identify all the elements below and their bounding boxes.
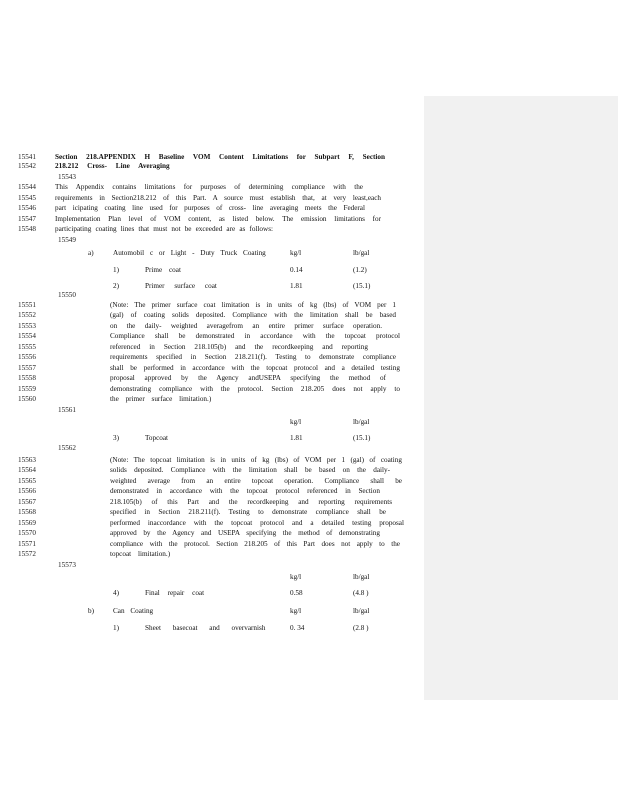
row-kg: 0. 34 [290, 624, 305, 632]
section-heading-cont: 218.212 Cross- Line Averaging [55, 162, 170, 170]
line-number: 15542 [18, 162, 36, 170]
line-number: 15562 [58, 444, 76, 452]
note-line: solids deposited. Compliance with the limitation shall be based on the daily- [110, 466, 390, 474]
unit-kg: kg/l [290, 249, 302, 257]
unit-kg: kg/l [290, 607, 302, 615]
row-lb: (1.2) [353, 266, 367, 274]
note-line: (gal) of coating solids deposited. Compliance with the limitation shall be based [110, 311, 396, 319]
line-number: 15569 [18, 519, 36, 527]
row-lb: (15.1) [353, 434, 371, 442]
note-line: requirements specified in Section 218.211(f). Testing to demonstrate compliance [110, 353, 396, 361]
unit-kg: kg/l [290, 573, 302, 581]
line-number: 15568 [18, 508, 36, 516]
line-number: 15567 [18, 498, 36, 506]
line-number: 15551 [18, 301, 36, 309]
line-number: 15548 [18, 225, 36, 233]
line-number: 15572 [18, 550, 36, 558]
line-number: 15555 [18, 343, 36, 351]
note-line: approved by the Agency and USEPA specifying the method of demonstrating [110, 529, 380, 537]
line-number: 15549 [58, 236, 76, 244]
comment-pane [424, 96, 618, 700]
row-lb: (4.8 ) [353, 589, 369, 597]
line-number: 15556 [18, 353, 36, 361]
line-number: 15543 [58, 173, 76, 181]
row-label: Prime coat [145, 266, 181, 274]
line-number: 15561 [58, 406, 76, 414]
note-line: on the daily- weighted averagefrom an entire primer surface operation. [110, 322, 382, 330]
intro-line: This Appendix contains limitations for purposes of determining compliance with the [55, 183, 363, 191]
row-label: Topcoat [145, 434, 169, 442]
intro-line: requirements in Section218.212 of this Part. A source must establish that, at very least,each [55, 194, 381, 202]
row-number: 4) [113, 589, 119, 597]
row-label: Sheet basecoat and overvarnish [145, 624, 266, 632]
line-number: 15554 [18, 332, 36, 340]
line-number: 15544 [18, 183, 36, 191]
unit-lb: lb/gal [353, 573, 370, 581]
line-number: 15566 [18, 487, 36, 495]
unit-kg: kg/l [290, 418, 302, 426]
line-number: 15550 [58, 291, 76, 299]
line-number: 15552 [18, 311, 36, 319]
note-line: the primer surface limitation.) [110, 395, 212, 403]
line-number: 15560 [18, 395, 36, 403]
line-number: 15570 [18, 529, 36, 537]
note-line: weighted average from an entire topcoat operation. Compliance shall be [110, 477, 402, 485]
row-number: 3) [113, 434, 119, 442]
row-number: 2) [113, 282, 119, 290]
line-number: 15547 [18, 215, 36, 223]
line-number: 15557 [18, 364, 36, 372]
row-number: 1) [113, 266, 119, 274]
row-kg: 0.58 [290, 589, 303, 597]
unit-lb: lb/gal [353, 607, 370, 615]
section-heading: Section 218.APPENDIX H Baseline VOM Content Limitations for Subpart F, Section [55, 153, 385, 161]
item-a-label: a) [88, 249, 94, 257]
line-number: 15546 [18, 204, 36, 212]
line-number: 15545 [18, 194, 36, 202]
row-label: Primer surface coat [145, 282, 217, 290]
note-line: (Note: The topcoat limitation is in units of kg (lbs) of VOM per 1 (gal) of coating [110, 456, 402, 464]
note-line: demonstrating compliance with the protocol. Section 218.205 does not apply to [110, 385, 400, 393]
unit-lb: lb/gal [353, 418, 370, 426]
row-lb: (2.8 ) [353, 624, 369, 632]
intro-line: participating coating lines that must not be exceeded are as follows: [55, 225, 273, 233]
row-label: Final repair coat [145, 589, 205, 597]
line-number: 15573 [58, 561, 76, 569]
note-line: specified in Section 218.211(f). Testing to demonstrate compliance shall be [110, 508, 386, 516]
row-number: 1) [113, 624, 119, 632]
line-number: 15541 [18, 153, 36, 161]
line-number: 15558 [18, 374, 36, 382]
note-line: referenced in Section 218.105(b) and the recordkeeping and reporting [110, 343, 368, 351]
line-number: 15565 [18, 477, 36, 485]
note-line: demonstrated in accordance with the topcoat protocol referenced in Section [110, 487, 380, 495]
note-line: Compliance shall be demonstrated in accordance with the topcoat protocol [110, 332, 400, 340]
line-number: 15553 [18, 322, 36, 330]
line-number: 15563 [18, 456, 36, 464]
note-line: topcoat limitation.) [110, 550, 171, 558]
note-line: shall be performed in accordance with the topcoat protocol and a detailed testing [110, 364, 400, 372]
item-b-title: Can Coating [113, 607, 154, 615]
note-line: proposal approved by the Agency andUSEPA specifying the method of [110, 374, 386, 382]
row-lb: (15.1) [353, 282, 371, 290]
item-a-title: Automobil c or Light - Duty Truck Coating [113, 249, 266, 257]
line-number: 15559 [18, 385, 36, 393]
intro-line: Implementation Plan level of VOM content, as listed below. The emission limitations for [55, 215, 381, 223]
note-line: compliance with the protocol. Section 218.205 of this Part does not apply to the [110, 540, 400, 548]
note-line: (Note: The primer surface coat limitation is in units of kg (lbs) of VOM per 1 [110, 301, 396, 309]
line-number: 15571 [18, 540, 36, 548]
row-kg: 0.14 [290, 266, 303, 274]
row-kg: 1.81 [290, 434, 303, 442]
unit-lb: lb/gal [353, 249, 370, 257]
note-line: 218.105(b) of this Part and the recordkeeping and reporting requirements [110, 498, 392, 506]
row-kg: 1.81 [290, 282, 303, 290]
line-number: 15564 [18, 466, 36, 474]
note-line: performed inaccordance with the topcoat protocol and a detailed testing proposal [110, 519, 404, 527]
intro-line: part icipating coating line used for purposes of cross- line averaging meets the Federal [55, 204, 365, 212]
item-b-label: b) [88, 607, 94, 615]
